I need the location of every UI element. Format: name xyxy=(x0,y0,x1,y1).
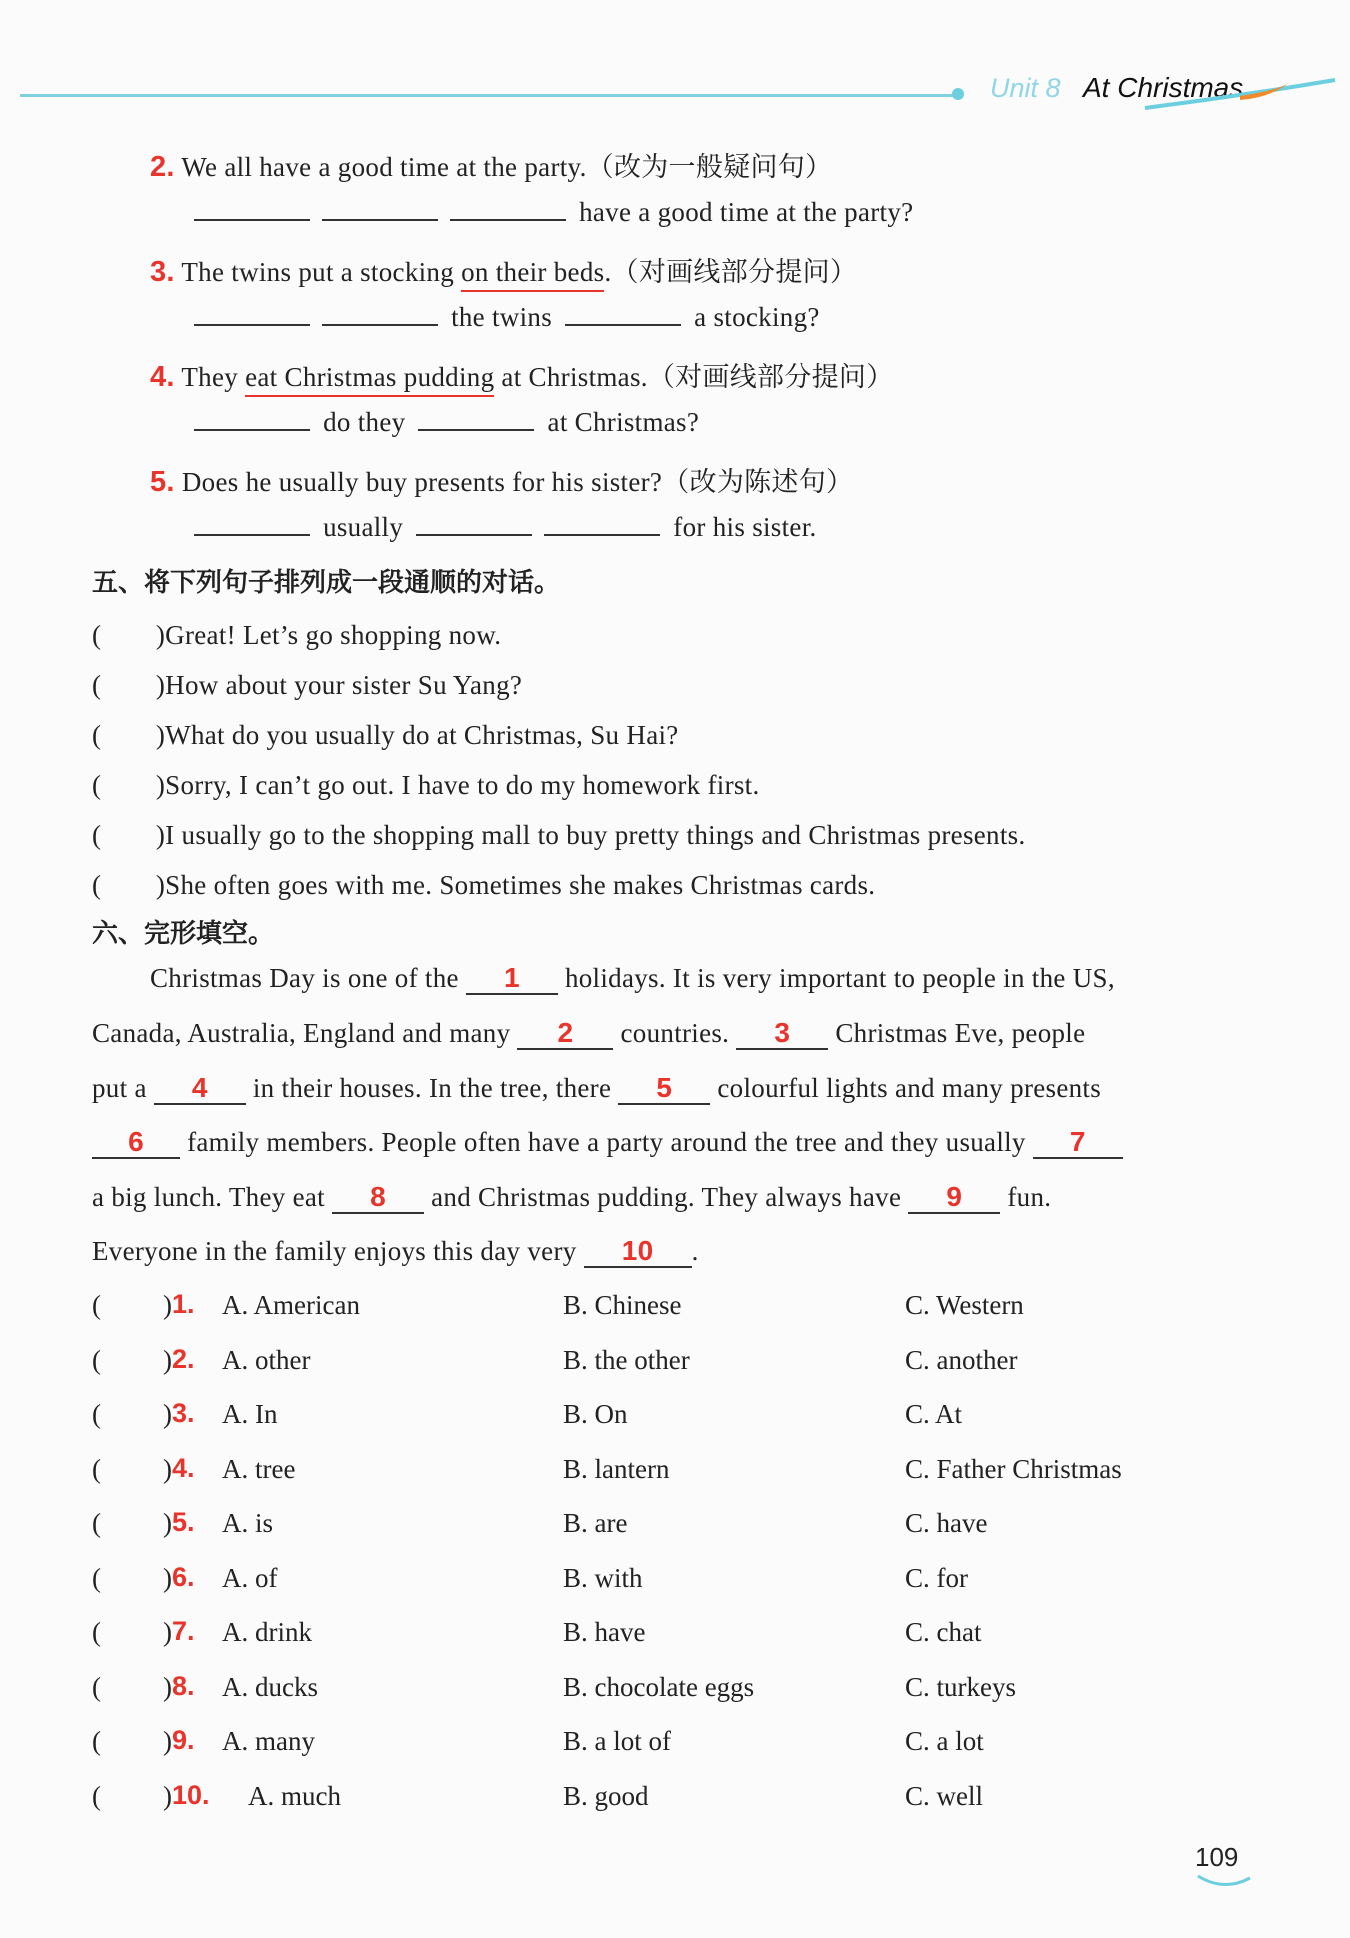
option-a[interactable]: A. many xyxy=(222,1726,315,1756)
option-b[interactable]: B. with xyxy=(563,1562,643,1593)
option-number: 1. xyxy=(172,1289,195,1319)
q4-item-3 xyxy=(150,250,857,289)
sentence-pre: The twins put a stocking xyxy=(181,257,462,287)
option-a[interactable]: A. other xyxy=(222,1344,311,1375)
dialogue-line[interactable]: ( )Great! Let’s go shopping now. xyxy=(92,620,502,650)
answer-blank[interactable] xyxy=(322,302,438,326)
option-b[interactable]: B. On xyxy=(563,1399,628,1429)
passage-line-1 xyxy=(150,963,1115,995)
option-number: 9. xyxy=(172,1725,195,1755)
option-c[interactable]: C. turkeys xyxy=(905,1671,1016,1702)
answer-paren-open[interactable]: ( xyxy=(92,1617,101,1647)
answer-blank[interactable] xyxy=(544,512,660,536)
sentence-post: . xyxy=(604,257,612,287)
answer-blank[interactable] xyxy=(194,302,310,326)
sentence: Does he usually buy presents for his sister? xyxy=(181,467,663,497)
passage-text: Christmas Day is one of the xyxy=(150,963,459,993)
instruction: （对画线部分提问） xyxy=(647,362,894,392)
option-c[interactable]: C. Western xyxy=(905,1290,1024,1320)
item-number: 3. xyxy=(150,256,175,288)
answer-paren-close: ) xyxy=(163,1617,172,1647)
sentence-pre: They xyxy=(181,362,246,392)
passage-text: fun. xyxy=(1007,1182,1052,1212)
header-unit: Unit 8 xyxy=(990,73,1061,103)
answer-paren-open[interactable]: ( xyxy=(92,1671,101,1702)
option-c[interactable]: C. Father Christmas xyxy=(905,1453,1122,1484)
passage-line-6 xyxy=(92,1236,699,1268)
passage-text: holidays. It is very important to people in the US, xyxy=(564,963,1115,993)
option-number: 7. xyxy=(172,1616,195,1646)
option-b[interactable]: B. Chinese xyxy=(563,1290,682,1320)
option-c[interactable]: C. for xyxy=(905,1562,968,1593)
passage-line-5 xyxy=(92,1182,1051,1214)
option-c[interactable]: C. a lot xyxy=(905,1726,984,1756)
answer-paren-open[interactable]: ( xyxy=(92,1344,101,1375)
passage-text: Canada, Australia, England and many xyxy=(92,1018,511,1048)
option-b[interactable]: B. lantern xyxy=(563,1453,670,1484)
underlined-phrase: on their beds xyxy=(461,257,604,292)
answer-blank[interactable] xyxy=(450,197,566,221)
option-a[interactable]: A. of xyxy=(222,1562,278,1593)
answer-paren-close: ) xyxy=(163,1508,172,1538)
option-number: 8. xyxy=(172,1670,195,1701)
option-number: 6. xyxy=(172,1561,195,1592)
answer-paren-open[interactable]: ( xyxy=(92,1290,101,1320)
option-c[interactable]: C. have xyxy=(905,1508,988,1538)
passage-text: . xyxy=(691,1236,699,1266)
answer-paren-close: ) xyxy=(163,1344,172,1375)
option-number: 10. xyxy=(172,1779,210,1810)
q4-answer-3 xyxy=(188,302,820,333)
item-number: 5. xyxy=(150,466,175,498)
section5-title: 五、将下列句子排列成一段通顺的对话。 xyxy=(92,568,561,598)
q4-item-2 xyxy=(150,145,832,184)
answer-paren-open[interactable]: ( xyxy=(92,1508,101,1538)
page-number: 109 xyxy=(1195,1842,1239,1872)
passage-text: in their houses. In the tree, there xyxy=(252,1073,612,1103)
option-c[interactable]: C. another xyxy=(905,1344,1018,1375)
passage-text: and Christmas pudding. They always have xyxy=(431,1182,902,1212)
option-b[interactable]: B. chocolate eggs xyxy=(563,1671,755,1702)
option-a[interactable]: A. American xyxy=(222,1290,360,1320)
cloze-blank-10[interactable]: 10 xyxy=(584,1236,692,1268)
option-b[interactable]: B. are xyxy=(563,1508,628,1538)
q4-item-5 xyxy=(150,460,853,499)
answer-paren-open[interactable]: ( xyxy=(92,1780,101,1811)
answer-tail: at Christmas? xyxy=(547,407,700,437)
dialogue-line[interactable]: ( )What do you usually do at Christmas, Su Hai? xyxy=(92,720,679,750)
answer-mid: usually xyxy=(323,512,404,542)
dialogue-line[interactable]: ( )I usually go to the shopping mall to buy pretty things and Christmas presents. xyxy=(92,820,1026,850)
answer-blank[interactable] xyxy=(418,407,534,431)
cloze-blank-7[interactable]: 7 xyxy=(1033,1127,1123,1159)
item-number: 2. xyxy=(150,151,175,183)
option-number: 4. xyxy=(172,1452,195,1483)
header-swoosh-icon xyxy=(1140,78,1340,118)
answer-paren-close: ) xyxy=(163,1290,172,1320)
answer-paren-close: ) xyxy=(163,1780,172,1811)
cloze-blank-6[interactable]: 6 xyxy=(92,1127,180,1159)
cloze-blank-8[interactable]: 8 xyxy=(332,1182,424,1214)
option-number: 5. xyxy=(172,1507,195,1537)
header-dot-icon xyxy=(952,88,964,100)
passage-text: family members. People often have a party around the tree and they usually xyxy=(187,1127,1026,1157)
answer-blank[interactable] xyxy=(194,407,310,431)
page-swoosh-icon xyxy=(1196,1872,1252,1890)
answer-paren-close: ) xyxy=(163,1562,172,1593)
passage-text: a big lunch. They eat xyxy=(92,1182,325,1212)
option-a[interactable]: A. much xyxy=(248,1780,341,1811)
sentence: We all have a good time at the party. xyxy=(181,152,587,182)
option-b[interactable]: B. good xyxy=(563,1780,649,1811)
dialogue-line[interactable]: ( )Sorry, I can’t go out. I have to do my homework first. xyxy=(92,770,760,800)
answer-paren-close: ) xyxy=(163,1671,172,1702)
option-b[interactable]: B. have xyxy=(563,1617,646,1647)
passage-text: Everyone in the family enjoys this day very xyxy=(92,1236,577,1266)
answer-mid: do they xyxy=(323,407,406,437)
passage-line-3 xyxy=(92,1073,1101,1105)
passage-text: Christmas Eve, people xyxy=(835,1018,1086,1048)
answer-paren-open[interactable]: ( xyxy=(92,1726,101,1756)
underlined-phrase: eat Christmas pudding xyxy=(245,362,494,397)
option-a[interactable]: A. drink xyxy=(222,1617,312,1647)
header-title: At Christmas xyxy=(1083,72,1244,103)
passage-text: colourful lights and many presents xyxy=(717,1073,1102,1103)
cloze-blank-2[interactable]: 2 xyxy=(517,1018,613,1050)
answer-blank[interactable] xyxy=(322,197,438,221)
instruction: （对画线部分提问） xyxy=(611,257,858,287)
answer-blank[interactable] xyxy=(565,302,681,326)
option-c[interactable]: C. At xyxy=(905,1399,963,1429)
answer-tail: a stocking? xyxy=(694,302,820,332)
answer-mid: the twins xyxy=(451,302,553,332)
option-a[interactable]: A. ducks xyxy=(222,1671,318,1702)
passage-text: put a xyxy=(92,1073,147,1103)
instruction: （改为陈述句） xyxy=(662,467,854,497)
answer-tail: have a good time at the party? xyxy=(579,197,914,227)
option-b[interactable]: B. a lot of xyxy=(563,1726,671,1756)
sentence-post: at Christmas. xyxy=(494,362,648,392)
answer-paren-close: ) xyxy=(163,1399,172,1429)
cloze-blank-9[interactable]: 9 xyxy=(908,1182,1000,1214)
option-b[interactable]: B. the other xyxy=(563,1344,690,1375)
passage-line-4 xyxy=(92,1127,1123,1159)
item-number: 4. xyxy=(150,361,175,393)
passage-text: countries. xyxy=(620,1018,730,1048)
cloze-blank-5[interactable]: 5 xyxy=(618,1073,710,1105)
option-number: 2. xyxy=(172,1343,195,1374)
cloze-blank-3[interactable]: 3 xyxy=(736,1018,828,1050)
q4-item-4 xyxy=(150,355,894,394)
answer-tail: for his sister. xyxy=(673,512,817,542)
answer-paren-open[interactable]: ( xyxy=(92,1562,101,1593)
answer-paren-close: ) xyxy=(163,1453,172,1484)
answer-blank[interactable] xyxy=(416,512,532,536)
option-number: 3. xyxy=(172,1398,195,1428)
q4-answer-4 xyxy=(188,407,699,438)
answer-paren-close: ) xyxy=(163,1726,172,1756)
option-c[interactable]: C. well xyxy=(905,1780,983,1811)
option-a[interactable]: A. tree xyxy=(222,1453,296,1484)
cloze-blank-4[interactable]: 4 xyxy=(154,1073,246,1105)
dialogue-line[interactable]: ( )She often goes with me. Sometimes she makes Christmas cards. xyxy=(92,870,876,900)
header-rule xyxy=(20,94,955,97)
q4-answer-2 xyxy=(188,197,913,228)
cloze-blank-1[interactable]: 1 xyxy=(466,963,558,995)
instruction: （改为一般疑问句） xyxy=(586,152,833,182)
dialogue-line[interactable]: ( )How about your sister Su Yang? xyxy=(92,670,523,700)
section6-title: 六、完形填空。 xyxy=(92,919,275,949)
q4-answer-5 xyxy=(188,512,817,543)
option-c[interactable]: C. chat xyxy=(905,1617,982,1647)
answer-paren-open[interactable]: ( xyxy=(92,1399,101,1429)
option-a[interactable]: A. In xyxy=(222,1399,278,1429)
passage-line-2 xyxy=(92,1018,1085,1050)
option-a[interactable]: A. is xyxy=(222,1508,274,1538)
answer-blank[interactable] xyxy=(194,197,310,221)
answer-paren-open[interactable]: ( xyxy=(92,1453,101,1484)
answer-blank[interactable] xyxy=(194,512,310,536)
